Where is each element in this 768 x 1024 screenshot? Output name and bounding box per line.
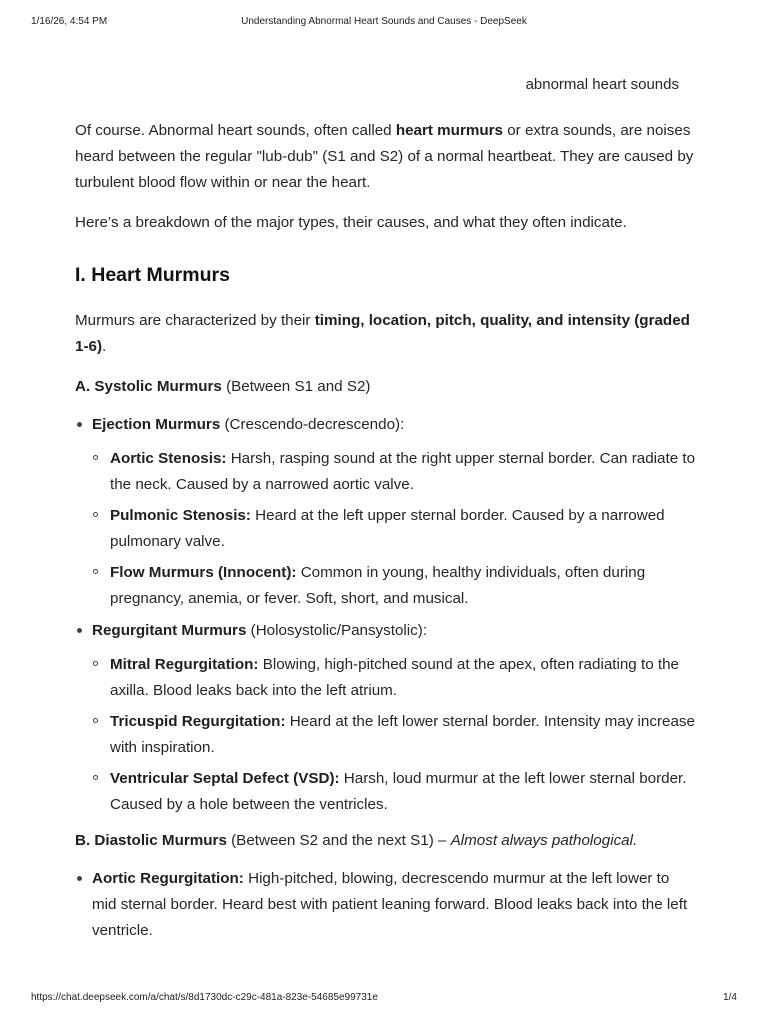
list-item: [92, 709, 697, 761]
list-item: [92, 652, 697, 704]
print-page-number: 1/4: [723, 992, 737, 1003]
description: Heard at the left upper sternal border. Caused by a narrowed pulmonary valve.: [110, 507, 665, 550]
print-footer: [31, 992, 737, 1006]
systolic-list: [75, 412, 697, 818]
term: Aortic Regurgitation:: [92, 870, 244, 887]
characteristics-bold: timing, location, pitch, quality, and intensity (graded 1-6): [75, 312, 690, 355]
diastolic-label: B. Diastolic Murmurs: [75, 832, 227, 849]
diastolic-note: (Between S2 and the next S1) –: [226, 832, 451, 849]
term: Ventricular Septal Defect (VSD):: [110, 770, 340, 787]
ejection-label: Ejection Murmurs: [92, 416, 221, 433]
list-item-ejection: [75, 412, 697, 612]
description: Harsh, rasping sound at the right upper sternal border. Can radiate to the neck. Caused by a narrowed aortic valve.: [110, 450, 696, 493]
term: Aortic Stenosis:: [110, 450, 227, 467]
intro-paragraph: [75, 118, 697, 196]
print-url: https://chat.deepseek.com/a/chat/s/8d1730dc-c29c-481a-823e-54685e99731e: [31, 992, 378, 1003]
characteristics-end: .: [102, 338, 107, 355]
list-item: [92, 503, 697, 555]
diastolic-subheading: [75, 828, 697, 854]
ejection-sublist: [92, 446, 697, 612]
description: Blowing, high-pitched sound at the apex, often radiating to the axilla. Blood leaks back into the left atrium.: [110, 656, 679, 699]
description: Harsh, loud murmur at the left lower sternal border. Caused by a hole between the ventricles.: [110, 770, 687, 813]
term: Tricuspid Regurgitation:: [110, 713, 286, 730]
print-timestamp: 1/16/26, 4:54 PM: [31, 16, 108, 27]
term: Flow Murmurs (Innocent):: [110, 564, 297, 581]
assistant-answer: [75, 118, 697, 950]
systolic-note: (Between S1 and S2): [221, 378, 371, 395]
list-item-regurgitant: [75, 618, 697, 818]
list-item: [92, 766, 697, 818]
regurgitant-sublist: [92, 652, 697, 818]
print-header: [31, 16, 737, 30]
list-item: [92, 446, 697, 498]
systolic-label: A. Systolic Murmurs: [75, 378, 222, 395]
user-message: abnormal heart sounds: [525, 76, 679, 93]
regurgitant-label: Regurgitant Murmurs: [92, 622, 247, 639]
diastolic-emphasis: Almost always pathological.: [450, 832, 638, 849]
diastolic-list: [75, 866, 697, 944]
description: Heard at the left lower sternal border. Intensity may increase with inspiration.: [110, 713, 695, 756]
breakdown-paragraph: Here’s a breakdown of the major types, their causes, and what they often indicate.: [75, 214, 627, 231]
list-item: [92, 560, 697, 612]
intro-text-cont: or extra sounds, are noises heard between the regular "lub-dub" (S1 and S2) of a normal heartbeat. They are caused by turbulent blood flow within or near the heart.: [75, 122, 694, 191]
characteristics-text: Murmurs are characterized by their: [75, 312, 315, 329]
regurgitant-note: (Holosystolic/Pansystolic):: [246, 622, 428, 639]
print-page-title: Understanding Abnormal Heart Sounds and Causes - DeepSeek: [241, 16, 527, 27]
description: Common in young, healthy individuals, often during pregnancy, anemia, or fever. Soft, short, and musical.: [110, 564, 646, 607]
term: Pulmonic Stenosis:: [110, 507, 251, 524]
ejection-note: (Crescendo-decrescendo):: [220, 416, 405, 433]
murmur-characteristics: [75, 308, 697, 360]
description: High-pitched, blowing, decrescendo murmur at the left lower to mid sternal border. Heard best with patient leaning forward. Blood leaks back into the left ventricle.: [92, 870, 688, 939]
systolic-subheading: [75, 374, 697, 400]
term: Mitral Regurgitation:: [110, 656, 259, 673]
intro-text: Of course. Abnormal heart sounds, often called: [75, 122, 396, 139]
list-item-aortic-regurgitation: [75, 866, 697, 944]
section-heading-heart-murmurs: I. Heart Murmurs: [75, 264, 230, 286]
intro-bold-term: heart murmurs: [395, 122, 504, 139]
